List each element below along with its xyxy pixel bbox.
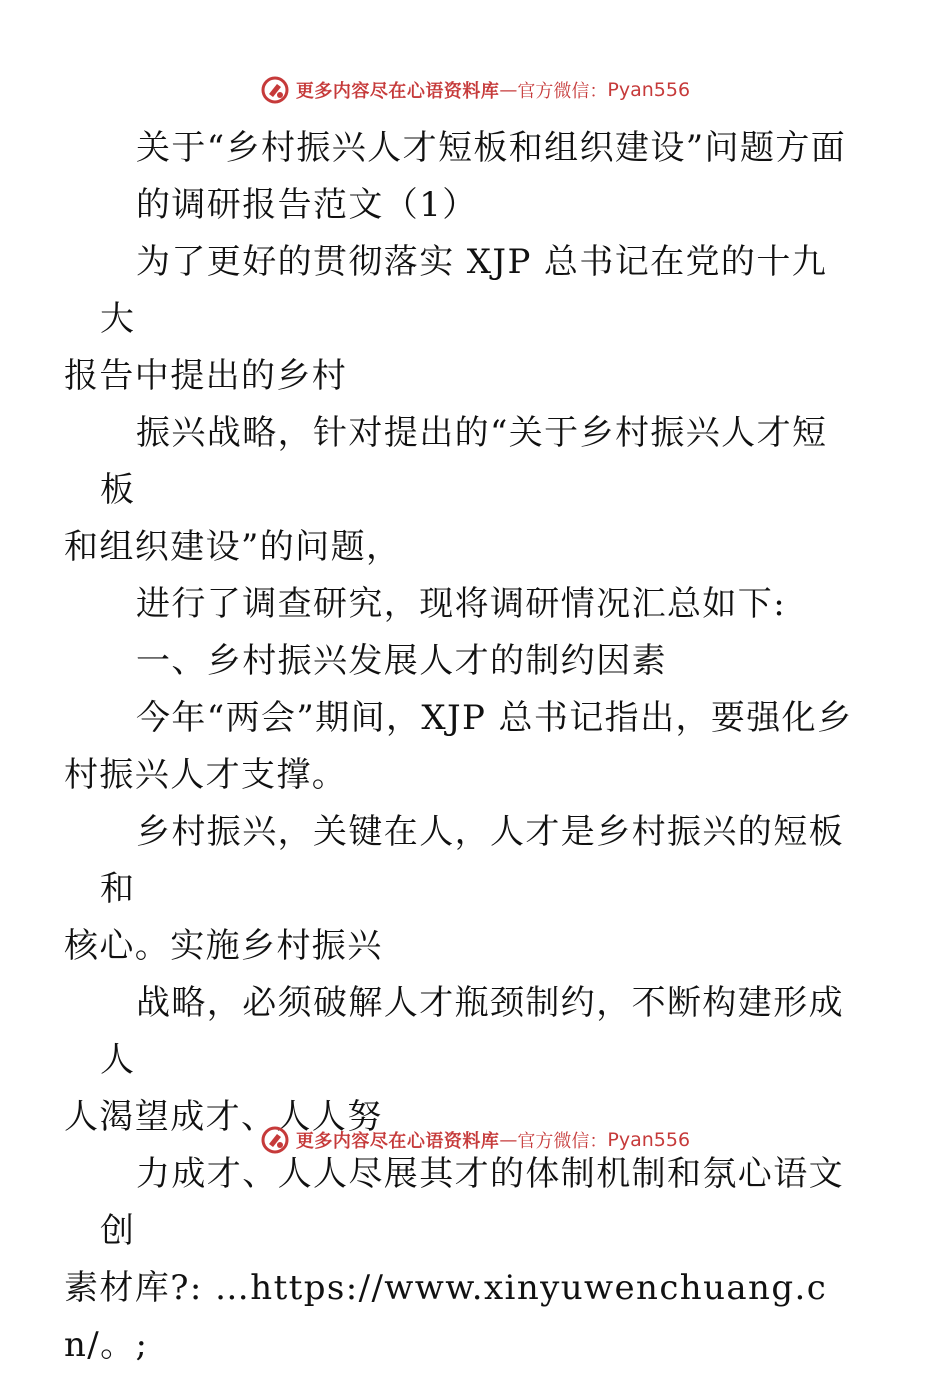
section-heading (100, 633, 860, 690)
text-line: 人渴望成才、人人努 (64, 1097, 383, 1137)
banner-label: 官方微信： (517, 1131, 608, 1152)
text-line: 报告中提出的乡村 (64, 356, 348, 396)
banner-label: 官方微信： (517, 81, 608, 102)
banner-wechat-id: Pyan556 (607, 1129, 691, 1151)
paragraph (64, 690, 860, 804)
footer-banner (0, 1120, 950, 1160)
banner-text: 更多内容尽在心语资料库 (295, 81, 500, 102)
text-line: 为了更好的贯彻落实 XJP 总书记在党的十九大 (100, 242, 828, 339)
text-line: 的调研报告范文（1） (136, 185, 478, 225)
banner-wechat-id: Pyan556 (607, 79, 691, 101)
brand-logo-icon (260, 75, 290, 105)
paragraph (100, 120, 860, 234)
brand-logo-icon (260, 1125, 290, 1155)
text-line: 乡村振兴，关键在人，人才是乡村振兴的短板和 (100, 812, 844, 909)
paragraph (100, 576, 860, 633)
text-line: 今年“两会”期间，XJP 总书记指出，要强化乡 (136, 698, 853, 738)
text-line: 力成才、人人尽展其才的体制机制和氛心语文创 (100, 1154, 844, 1251)
document-body (64, 120, 860, 1374)
paragraph (64, 234, 860, 405)
header-banner (0, 70, 950, 110)
text-line: 和组织建设”的问题， (64, 527, 402, 567)
paragraph (64, 405, 860, 576)
banner-separator: — (499, 1129, 518, 1151)
text-line: 关于“乡村振兴人才短板和组织建设”问题方面 (136, 128, 847, 168)
text-line: 进行了调查研究，现将调研情况汇总如下: (136, 584, 787, 624)
paragraph (64, 804, 860, 975)
text-line: 振兴战略，针对提出的“关于乡村振兴人才短板 (100, 413, 828, 510)
text-line: 素材库?: …https://www.xinyuwenchuang.cn/。; (64, 1268, 828, 1365)
paragraph (64, 1146, 860, 1374)
banner-text: 更多内容尽在心语资料库 (295, 1131, 500, 1152)
text-line: 一、乡村振兴发展人才的制约因素 (136, 641, 667, 681)
banner-separator: — (499, 79, 518, 101)
text-line: 核心。实施乡村振兴 (64, 926, 383, 966)
text-line: 战略，必须破解人才瓶颈制约，不断构建形成人 (100, 983, 844, 1080)
text-line: 村振兴人才支撑。 (64, 755, 348, 795)
